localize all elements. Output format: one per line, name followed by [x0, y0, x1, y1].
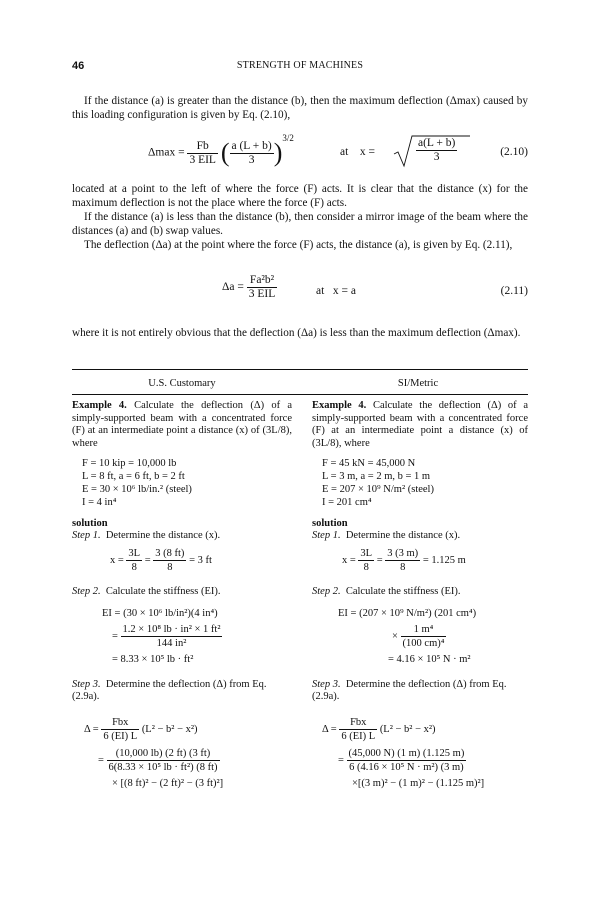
- us-customary-column: [72, 400, 292, 790]
- step2-result: = 8.33 × 10⁵ lb · ft²: [112, 653, 194, 665]
- eq210-root-num: a(L + b): [418, 137, 456, 149]
- paragraph-5: where it is not entirely obvious that the deflection (Δa) is less than the maximum deflection (Δmax).: [72, 327, 521, 339]
- step2-line2: = $\frac{\text{1.2 × 10⁸ lb · in² × 1 ft²}}{\text{144 in²}}$: [112, 623, 221, 649]
- table-top-rule: [72, 369, 528, 370]
- paragraph-4: The deflection (Δa) at the point where the force (F) acts, the distance (a), is given by Eq. (2.11),: [84, 239, 513, 251]
- step1-frac2-den: 8: [167, 561, 173, 573]
- eq210-left-paren: (: [220, 138, 230, 167]
- eq210-bracket-fraction: [230, 140, 274, 167]
- eq210-fraction: [187, 140, 218, 167]
- step1-text: Determine the distance (x).: [345, 530, 461, 542]
- eq211-number: (2.11): [500, 285, 528, 297]
- step1-label: Step 1.: [312, 530, 341, 542]
- step1-frac1-den: 8: [363, 561, 369, 573]
- step1-text: Determine the distance (x).: [105, 530, 221, 542]
- paragraph-3: If the distance (a) is less than the distance (b), then consider a mirror image of the beam where the distances (a) and (b) swap values.: [72, 211, 528, 237]
- step3-sub-den: 6 (4.16 × 10⁵ N · m²) (3 m): [349, 761, 464, 773]
- step1-equation: x = $\frac{3L}{8}$ = $\frac{3 (8 ft)}{8}$ = 3 ft: [110, 547, 212, 573]
- eq210-root-fraction: [416, 137, 457, 164]
- example-label: Example 4.: [312, 400, 367, 411]
- step1-frac2-den: 8: [400, 561, 406, 573]
- eq211-num: Fa²b²: [247, 274, 278, 288]
- step3-label: Step 3.: [72, 678, 101, 690]
- step3-substitution: = $\frac{(10,000 lb) (2 ft) (3 ft)}{\text{6(8.33 × 10⁵ lb · ft²) (8 ft)}}$: [98, 747, 218, 773]
- given-values: [82, 458, 292, 509]
- step3-sub-num: (45,000 N) (1 m) (1.125 m): [348, 747, 465, 759]
- step2-line2: × $\frac{\text{1 m⁴}}{\text{(100 cm)⁴}}$: [392, 623, 445, 649]
- step1-result: = 3 ft: [189, 554, 212, 566]
- step1-lhs: x =: [342, 554, 356, 566]
- step2-text: Calculate the stiffness (EI).: [105, 585, 221, 597]
- step3-sub-num: (10,000 lb) (2 ft) (3 ft): [107, 747, 220, 761]
- step3-lhs: Δ =: [84, 723, 99, 735]
- paragraph-2: located at a point to the left of where the force (F) acts. It is clear that the distance (x) for the maximum deflection is not the place where the force (F) acts.: [72, 183, 528, 209]
- step1-equation: x = $\frac{3L}{8}$ = $\frac{3 (3 m)}{8}$ = 1.125 m: [342, 547, 466, 573]
- step3-sub-den: 6(8.33 × 10⁵ lb · ft²) (8 ft): [108, 761, 218, 773]
- step1-frac2-num: 3 (8 ft): [155, 547, 185, 559]
- step2-label: Step 2.: [312, 585, 341, 597]
- running-title: STRENGTH OF MACHINES: [236, 60, 364, 71]
- table-header-rule: [72, 394, 528, 395]
- eq210-bracket-num: a (L + b): [231, 139, 272, 152]
- eq211-condition: at x = a: [316, 285, 357, 297]
- step3-formula: [84, 716, 292, 743]
- given-values: [322, 458, 528, 509]
- example-label: Example 4.: [72, 400, 127, 411]
- given-force: F = 45 kN = 45,000 N: [322, 458, 416, 470]
- step2-label: Step 2.: [72, 585, 101, 597]
- step1-frac2-num: 3 (3 m): [387, 547, 419, 559]
- step2-num: 1.2 × 10⁸ lb · in² × 1 ft²: [122, 623, 221, 635]
- eq210-num: Fb: [187, 140, 218, 154]
- eq210-bracket-den: 3: [248, 153, 255, 166]
- step1-result: = 1.125 m: [422, 554, 466, 566]
- eq211-fraction: [247, 274, 278, 301]
- step3-tail: (L² − b² − x²): [379, 723, 436, 735]
- column-header-si: SI/Metric: [397, 378, 439, 389]
- given-modulus: E = 30 × 10⁶ lb/in.² (steel): [82, 483, 192, 495]
- step3-tail: (L² − b² − x²): [141, 723, 198, 735]
- eq210-sqrt: [392, 134, 472, 171]
- eq210-right-paren: ): [273, 138, 283, 167]
- step1-label: Step 1.: [72, 530, 101, 542]
- step3-last-line: × [(8 ft)² − (2 ft)² − (3 ft)²]: [112, 777, 224, 789]
- equation-2-11: [72, 268, 528, 318]
- solution-label: solution: [312, 517, 348, 529]
- given-lengths: L = 8 ft, a = 6 ft, b = 2 ft: [82, 471, 185, 483]
- step2-line1: EI = (207 × 10⁹ N/m²) (201 cm⁴): [338, 608, 477, 620]
- step2-den: (100 cm)⁴: [402, 637, 445, 649]
- si-metric-column: [312, 400, 528, 790]
- solution-label: solution: [72, 517, 108, 529]
- eq210-exponent: 3/2: [282, 132, 294, 143]
- example-text: Calculate the deflection (Δ) of a simply-supported beam with a concentrated force (F) at an intermediate point a distance (x) of (3L/8), where: [312, 400, 529, 449]
- step3-den: 6 (EI) L: [103, 730, 138, 742]
- page-number: 46: [72, 60, 85, 72]
- step3-text: Determine the deflection (Δ) from Eq. (2.9a).: [312, 678, 507, 703]
- given-inertia: I = 4 in⁴: [82, 496, 117, 508]
- eq210-at: at: [340, 146, 349, 158]
- eq210-root-den: 3: [433, 151, 440, 163]
- step2-text: Calculate the stiffness (EI).: [345, 585, 461, 597]
- step3-label: Step 3.: [312, 678, 341, 690]
- step3-substitution: = $\frac{(45,000 N) (1 m) (1.125 m)}{\text{6 (4.16 × 10⁵ N · m²) (3 m)}}$: [338, 747, 465, 773]
- equation-2-10: [72, 128, 528, 178]
- eq210-x: x =: [359, 146, 375, 158]
- step2-line1: EI = (30 × 10⁶ lb/in²)(4 in⁴): [102, 608, 218, 620]
- step3-text: Determine the deflection (Δ) from Eq. (2.9a).: [72, 678, 267, 703]
- step3-last-line: ×[(3 m)² − (1 m)² − (1.125 m)²]: [352, 777, 485, 789]
- step2-num: 1 m⁴: [401, 623, 447, 637]
- eq210-lhs: Δmax =: [148, 146, 185, 159]
- eq210-number: (2.10): [500, 146, 528, 158]
- eq211-lhs: Δa =: [222, 281, 244, 294]
- given-inertia: I = 201 cm⁴: [322, 496, 372, 508]
- step3-den: 6 (EI) L: [341, 730, 376, 742]
- step1-frac1-den: 8: [131, 561, 137, 573]
- step3-formula: [322, 716, 528, 743]
- step1-lhs: x =: [110, 554, 124, 566]
- paragraph-1: If the distance (a) is greater than the distance (b), then the maximum deflection (Δmax) caused by this loading configuration is given by Eq. (2.10),: [72, 95, 528, 121]
- step3-num: Fbx: [339, 716, 377, 730]
- given-force: F = 10 kip = 10,000 lb: [82, 458, 177, 470]
- step1-frac1-num: 3L: [128, 547, 141, 559]
- example-text: Calculate the deflection (Δ) of a simply-supported beam with a concentrated force (F) at an intermediate point a distance (x) of (3L/8), where: [72, 400, 293, 449]
- column-header-us: U.S. Customary: [148, 378, 216, 389]
- step3-num: Fbx: [101, 716, 139, 730]
- step2-result: = 4.16 × 10⁵ N · m²: [388, 653, 471, 665]
- given-lengths: L = 3 m, a = 2 m, b = 1 m: [322, 471, 431, 483]
- eq210-den: 3 EIL: [189, 153, 216, 166]
- step1-frac1-num: 3L: [360, 547, 373, 559]
- step3-lhs: Δ =: [322, 723, 337, 735]
- eq211-den: 3 EIL: [248, 288, 276, 300]
- given-modulus: E = 207 × 10⁹ N/m² (steel): [322, 483, 434, 495]
- step2-den: 144 in²: [156, 637, 187, 649]
